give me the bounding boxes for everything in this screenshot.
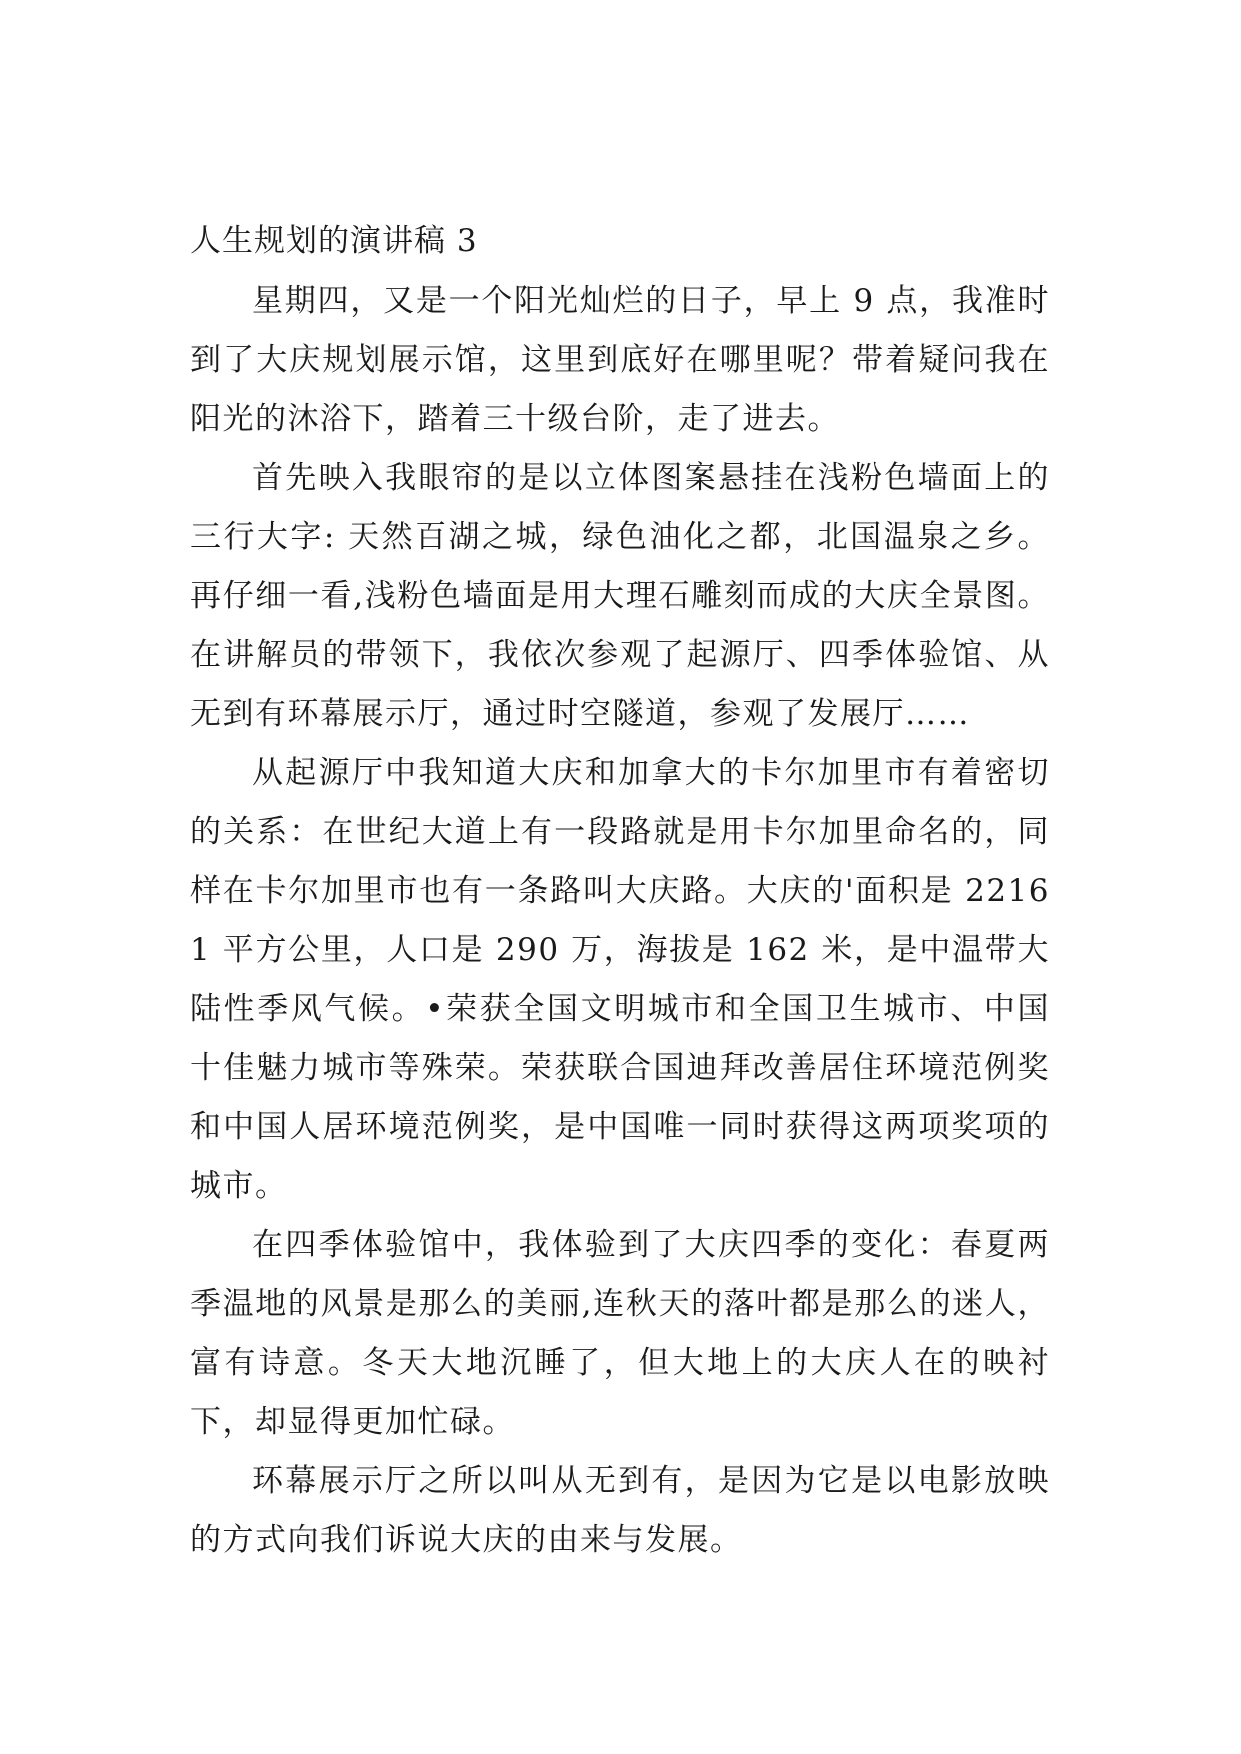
paragraph: 从起源厅中我知道大庆和加拿大的卡尔加里市有着密切的关系：在世纪大道上有一段路就是用卡尔加里命名的，同样在卡尔加里市也有一条路叫大庆路。大庆的'面积是 22161 平方公里，人口是 290 万，海拔是 162 米，是中温带大陆性季风气候。•荣获全国文明城市和全国卫生城市、中国十佳魅力城市等殊荣。荣获联合国迪拜改善居住环境范例奖和中国人居环境范例奖，是中国唯一同时获得这两项奖项的城市。 [190,755,1050,1204]
document-title: 人生规划的演讲稿 3 [190,223,478,259]
paragraph: 首先映入我眼帘的是以立体图案悬挂在浅粉色墙面上的三行大字: 天然百湖之城，绿色油化之都，北国温泉之乡。再仔细一看,浅粉色墙面是用大理石雕刻而成的大庆全景图。在讲解员的带领下，我依次参观了起源厅、四季体验馆、从无到有环幕展示厅，通过时空隧道，参观了发展厅…… [190,460,1050,732]
paragraph: 星期四，又是一个阳光灿烂的日子，早上 9 点，我准时到了大庆规划展示馆，这里到底好在哪里呢？带着疑问我在阳光的沐浴下，踏着三十级台阶，走了进去。 [190,283,1050,437]
document-page [190,212,1050,1570]
paragraph: 环幕展示厅之所以叫从无到有，是因为它是以电影放映的方式向我们诉说大庆的由来与发展。 [190,1463,1050,1558]
paragraph: 在四季体验馆中，我体验到了大庆四季的变化：春夏两季温地的风景是那么的美丽,连秋天的落叶都是那么的迷人，富有诗意。冬天大地沉睡了，但大地上的大庆人在的映衬下，却显得更加忙碌。 [190,1227,1050,1440]
